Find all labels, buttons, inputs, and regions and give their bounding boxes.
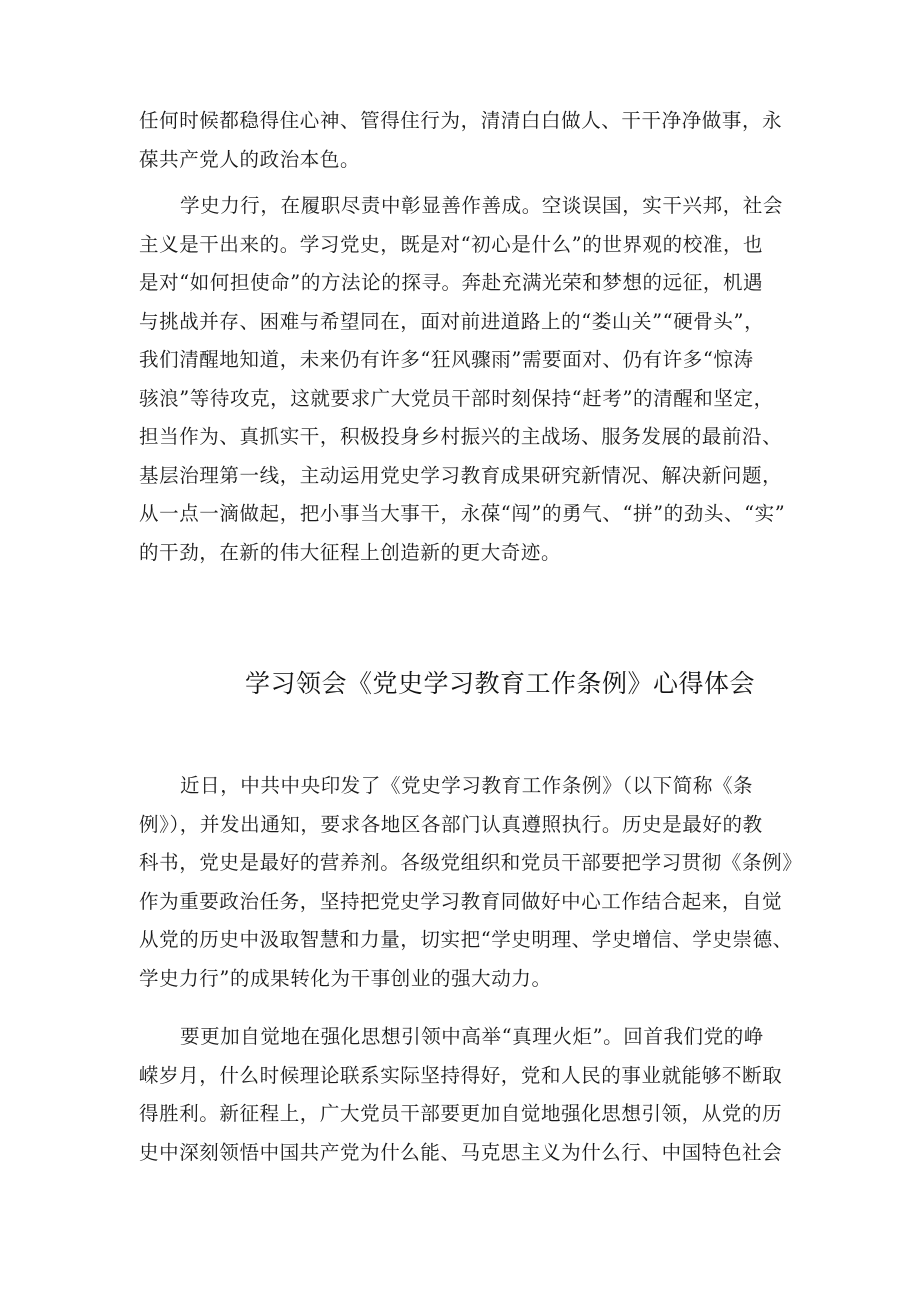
paragraph-ideological-guidance <box>139 1018 799 1172</box>
text-line: 任何时候都稳得住心神、管得住行为，清清白白做人、干干净净做事，永 <box>139 109 783 132</box>
text-line: 骇浪”等待攻克，这就要求广大党员干部时刻保持“赶考”的清醒和坚定， <box>139 386 774 410</box>
text-line: 例》），并发出通知，要求各地区各部门认真遵照执行。历史是最好的教 <box>139 812 763 836</box>
text-line: 从一点一滴做起，把小事当大事干，永葆“闯”的勇气、“拼”的劲头、“实” <box>139 502 786 525</box>
text-line: 史中深刻领悟中国共产党为什么能、马克思主义为什么行、中国特色社会 <box>139 1140 783 1164</box>
text-line: 是对“如何担使命”的方法论的探寻。奔赴充满光荣和梦想的远征，机遇 <box>139 271 764 294</box>
paragraph-introduction <box>139 767 803 998</box>
text-line: 从党的历史中汲取智慧和力量，切实把“学史明理、学史增信、学史崇德、 <box>139 928 793 951</box>
text-line: 嵘岁月，什么时候理论联系实际坚持得好，党和人民的事业就能够不断取 <box>139 1063 783 1087</box>
text-line: 得胜利。新征程上，广大党员干部要更加自觉地强化思想引领，从党的历 <box>139 1102 783 1125</box>
paragraph-continued <box>139 102 799 179</box>
text-line: 作为重要政治任务，坚持把党史学习教育同做好中心工作结合起来，自觉 <box>139 889 783 913</box>
text-line: 科书，党史是最好的营养剂。各级党组织和党员干部要把学习贯彻《条例》 <box>139 851 803 874</box>
text-line: 担当作为、真抓实干，积极投身乡村振兴的主战场、服务发展的最前沿、 <box>139 425 783 448</box>
text-line: 我们清醒地知道，未来仍有许多“狂风骤雨”需要面对、仍有许多“惊涛 <box>139 348 754 371</box>
article-heading: 学习领会《党史学习教育工作条例》心得体会 <box>245 669 756 698</box>
text-line: 葆共产党人的政治本色。 <box>139 147 361 171</box>
text-line: 要更加自觉地在强化思想引领中高举“真理火炬”。回首我们党的峥 <box>180 1025 764 1048</box>
text-line: 学史力行”的成果转化为干事创业的强大动力。 <box>139 966 552 990</box>
text-line: 主义是干出来的。学习党史，既是对“初心是什么”的世界观的校准，也 <box>139 232 764 256</box>
text-line: 与挑战并存、困难与希望同在，面对前进道路上的“娄山关”“硬骨头”， <box>139 309 765 333</box>
text-line: 学史力行，在履职尽责中彰显善作善成。空谈误国，实干兴邦，社会 <box>180 194 784 217</box>
text-line: 基层治理第一线，主动运用党史学习教育成果研究新情况、解决新问题， <box>139 463 783 487</box>
text-line: 近日，中共中央印发了《党史学习教育工作条例》（以下简称《条 <box>180 774 754 797</box>
paragraph-learn-history-in-action <box>139 187 799 572</box>
text-line: 的干劲，在新的伟大征程上创造新的更大奇迹。 <box>139 540 562 564</box>
